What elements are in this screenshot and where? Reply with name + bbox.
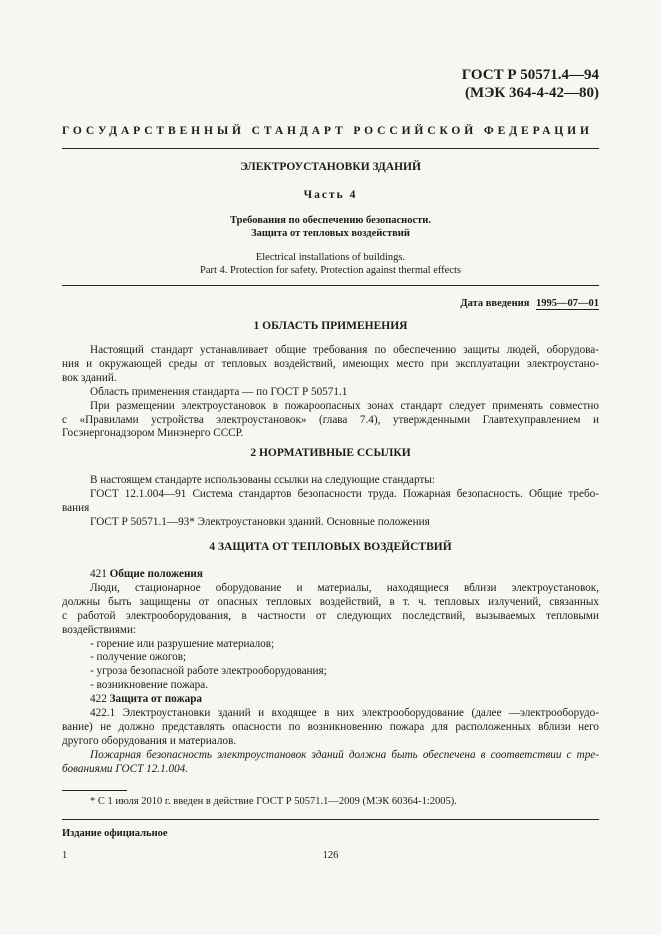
footnote-divider xyxy=(62,790,127,791)
section-2-p1: В настоящем стандарте использованы ссылки на следующие стандарты: xyxy=(90,474,435,486)
section-2-body xyxy=(62,474,599,530)
section-4-p2-line-3: другого оборудования и материалов. xyxy=(62,734,237,747)
section-2-p2-line-1: ГОСТ 12.1.004—91 Система стандартов безопасности труда. Пожарная безопасность. Общие требо- xyxy=(90,487,599,500)
intro-date-label: Дата введения xyxy=(460,298,530,309)
subsection-421-heading xyxy=(62,568,599,582)
section-2-p3: ГОСТ Р 50571.1—93* Электроустановки зданий. Основные положения xyxy=(90,515,430,528)
standard-code xyxy=(462,66,599,102)
section-1-p3-line-3: Госэнергонадзором Минэнерго СССР. xyxy=(62,427,244,440)
section-4-body xyxy=(62,568,599,777)
section-1-body xyxy=(62,344,599,441)
section-1-p2: Область применения стандарта — по ГОСТ Р 50571.1 xyxy=(90,385,348,398)
section-4-p3-line-1: Пожарная безопасность электроустановок зданий должна быть обеспечена в соответствии с тре- xyxy=(90,748,599,761)
section-4-p1-line-2: должны быть защищены от опасных тепловых воздействий, в т. ч. тепловых излучений, связанных xyxy=(62,595,599,608)
subtitle-line-2: Защита от тепловых воздействий xyxy=(251,228,410,239)
subsection-421-title: Общие положения xyxy=(109,568,203,580)
english-title-line-1: Electrical installations of buildings. xyxy=(255,252,406,263)
section-1-p1-line-1: Настоящий стандарт устанавливает общие требования по обеспечению защиты людей, оборудова- xyxy=(90,344,599,356)
section-4-p2-line-1: 422.1 Электроустановки зданий и входящее в них электрооборудование (далее —электрооборудо- xyxy=(90,707,599,720)
subtitle-line-1: Требования по обеспечению безопасности. xyxy=(230,215,431,226)
intro-date-value: 1995—07—01 xyxy=(536,298,599,309)
section-4-p1-line-4: воздействиями: xyxy=(62,623,137,636)
list-item: - получение ожогов; xyxy=(90,651,187,664)
section-4-p1-line-3: с работой электрооборудования, в частности от следующих последствий, вызываемых тепловыми xyxy=(62,609,599,622)
subsection-421-number: 421 xyxy=(90,568,107,580)
title-divider xyxy=(62,285,599,286)
list-item: - возникновение пожара. xyxy=(90,679,209,692)
english-title xyxy=(62,251,599,277)
sheet-number: 1 xyxy=(62,850,68,861)
page-number: 126 xyxy=(322,850,339,861)
section-1-p1-line-2: ния и окружающей среды от тепловых воздействий, имеющих место при эксплуатации электроустано- xyxy=(62,357,599,370)
standard-code-gost: ГОСТ Р 50571.4—94 xyxy=(461,67,599,83)
state-standard-banner: ГОСУДАРСТВЕННЫЙ СТАНДАРТ РОССИЙСКОЙ ФЕДЕРАЦИИ xyxy=(62,125,593,137)
section-1-p3-line-1: При размещении электроустановок в пожароопасных зонах стандарт следует применять совместно xyxy=(90,399,599,412)
edition-label: Издание официальное xyxy=(62,828,168,839)
list-item: - горение или разрушение материалов; xyxy=(90,637,275,650)
section-1-heading: 1 ОБЛАСТЬ ПРИМЕНЕНИЯ xyxy=(253,320,408,332)
footer-divider xyxy=(62,819,599,820)
standard-code-iec: (МЭК 364-4-42—80) xyxy=(465,85,599,101)
section-4-p2-line-2: вание) не должно представлять опасности по возникновению пожара для расположенных вблизи него xyxy=(62,720,599,733)
subsection-422-heading xyxy=(62,693,599,707)
document-title: ЭЛЕКТРОУСТАНОВКИ ЗДАНИЙ xyxy=(240,161,421,173)
subtitle xyxy=(62,214,599,240)
section-4-heading: 4 ЗАЩИТА ОТ ТЕПЛОВЫХ ВОЗДЕЙСТВИЙ xyxy=(209,541,452,553)
footnote: * С 1 июля 2010 г. введен в действие ГОСТ Р 50571.1—2009 (МЭК 60364-1:2005). xyxy=(90,796,457,807)
header-divider xyxy=(62,148,599,149)
section-2-p2-line-2: вания xyxy=(62,501,90,514)
section-4-p3-line-2: бованиями ГОСТ 12.1.004. xyxy=(62,762,189,775)
english-title-line-2: Part 4. Protection for safety. Protection against thermal effects xyxy=(200,265,461,276)
list-item: - угроза безопасной работе электрооборудования; xyxy=(90,665,327,678)
part-number: Часть 4 xyxy=(303,189,358,201)
section-2-heading: 2 НОРМАТИВНЫЕ ССЫЛКИ xyxy=(250,447,411,459)
section-4-p1-line-1: Люди, стационарное оборудование и материалы, находящиеся вблизи электроустановок, xyxy=(90,581,599,594)
subsection-422-title: Защита от пожара xyxy=(109,693,203,706)
section-1-p1-line-3: вок зданий. xyxy=(62,371,117,384)
section-1-p3-line-2: с «Правилами устройства электроустановок» (глава 7.4), утвержденными Главтехуправлением и xyxy=(62,413,599,426)
intro-date xyxy=(460,297,599,310)
subsection-422-number: 422 xyxy=(90,693,107,706)
